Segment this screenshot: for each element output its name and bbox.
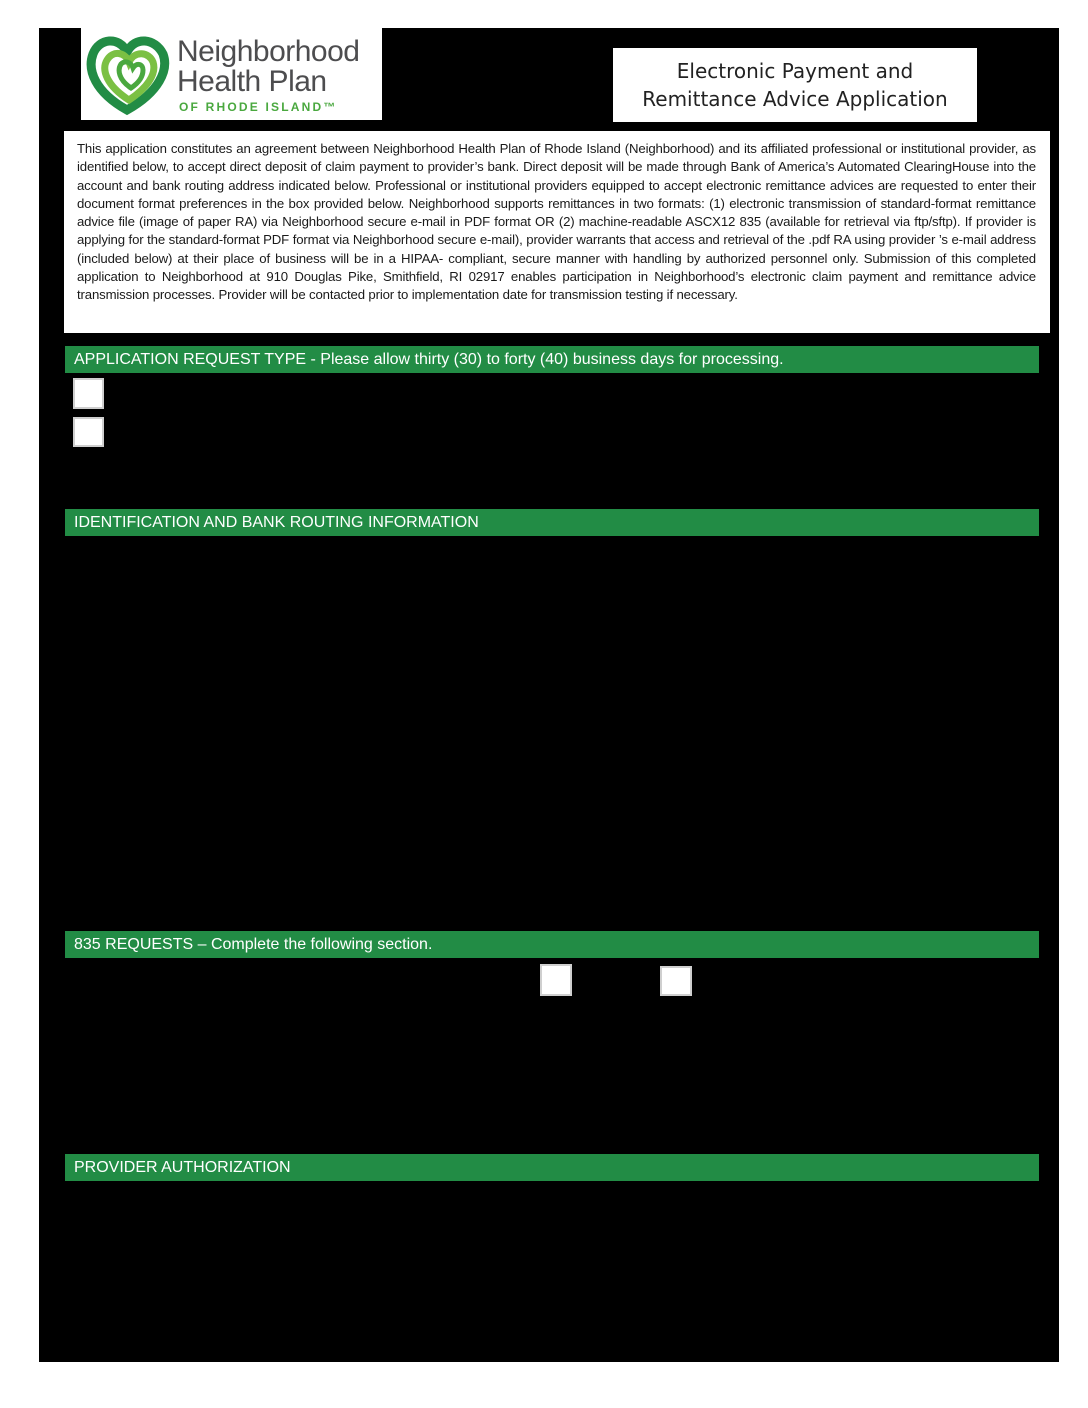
- 835-option-checkbox-2[interactable]: [660, 966, 692, 996]
- title-line1: Electronic Payment and: [676, 59, 914, 83]
- section-header-identification: IDENTIFICATION AND BANK ROUTING INFORMATION: [65, 509, 1039, 536]
- logo-name-line2: Health Plan: [177, 65, 327, 98]
- section-header-provider-authorization: PROVIDER AUTHORIZATION: [65, 1154, 1039, 1181]
- intro-box: [64, 131, 1050, 333]
- section-header-835-requests: 835 REQUESTS – Complete the following section.: [65, 931, 1039, 958]
- section-header-application-request: APPLICATION REQUEST TYPE - Please allow thirty (30) to forty (40) business days for processing.: [65, 346, 1039, 373]
- logo-name-line3: OF RHODE ISLAND™: [179, 100, 338, 114]
- logo: [81, 28, 382, 120]
- heart-logo-icon: [85, 32, 171, 116]
- request-type-checkbox-2[interactable]: [73, 417, 104, 447]
- intro-paragraph: This application constitutes an agreement between Neighborhood Health Plan of Rhode Island (Neighborhood) and its affiliated professional or institutional provider, as identified below, to accept direct deposit of claim payment to provider’s bank. Direct deposit will be made through Bank of America’s Automated ClearingHouse into the account and bank routing address indicated below. Professional or institutional providers equipped to accept electronic remittance advices are requested to enter their document format preferences in the box provided below. Neighborhood supports remittances in two formats: (1) electronic transmission of standard-format remittance advice file (image of paper RA) via Neighborhood secure e-mail in PDF format OR (2) machine-readable ASCX12 835 (available for retrieval via ftp/sftp). If provider is applying for the standard-format PDF format via Neighborhood secure e-mail), provider warrants that access and retrieval of the .pdf RA using provider ’s e-mail address (included below) at their place of business will be in a HIPAA- compliant, secure manner with handling by authorized personnel only. Submission of this completed application to Neighborhood at 910 Douglas Pike, Smithfield, RI 02917 enables participation in Neighborhood’s electronic claim payment and remittance advice transmission processes. Provider will be contacted prior to implementation date for transmission testing if necessary.: [77, 141, 1036, 303]
- title-line2: Remittance Advice Application: [642, 87, 948, 111]
- logo-name-line1: Neighborhood: [177, 35, 360, 68]
- document-title: [613, 48, 977, 122]
- request-type-checkbox-1[interactable]: [73, 378, 104, 409]
- 835-option-checkbox-1[interactable]: [540, 964, 572, 996]
